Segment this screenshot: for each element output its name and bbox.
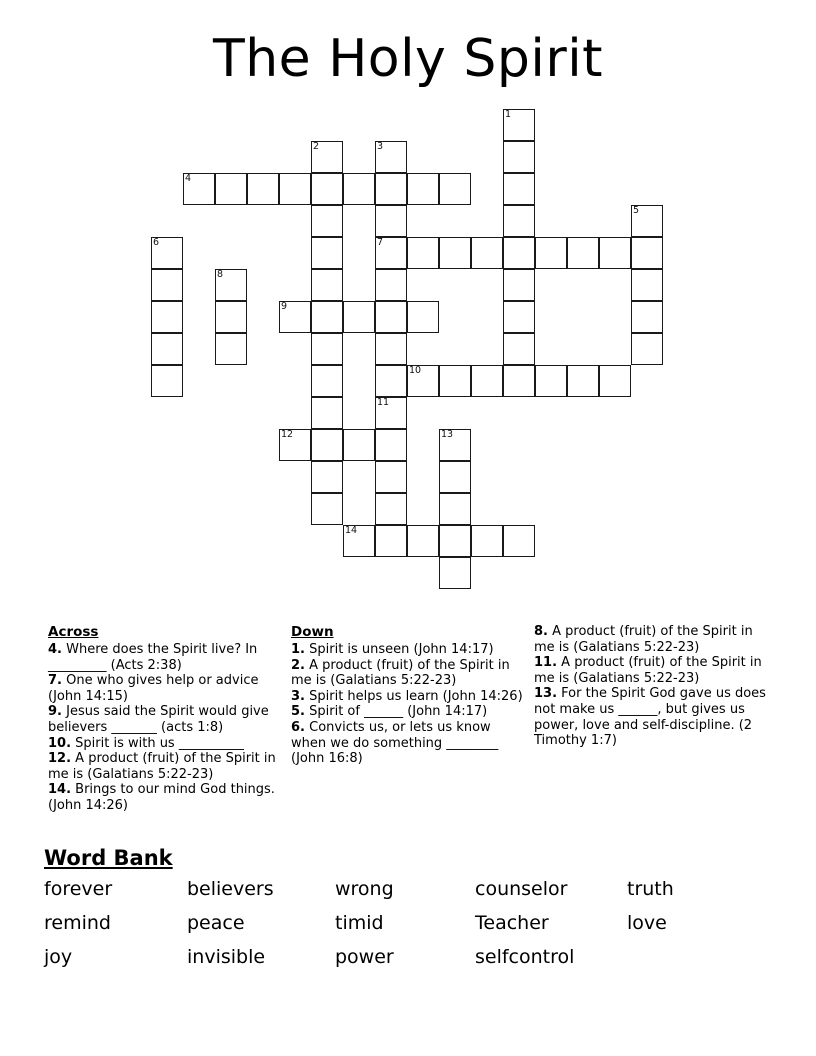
clue-number: 8. (534, 624, 548, 639)
cell-number: 7 (377, 237, 384, 248)
crossword-cell[interactable] (311, 493, 343, 525)
crossword-cell[interactable] (503, 301, 535, 333)
word-bank-word[interactable]: love (627, 912, 667, 934)
cell-number: 4 (185, 173, 192, 184)
crossword-cell[interactable] (407, 525, 439, 557)
crossword-cell[interactable] (183, 173, 215, 205)
word-bank-section (44, 845, 784, 972)
crossword-cell[interactable] (599, 237, 631, 269)
crossword-cell[interactable] (279, 301, 311, 333)
crossword-cell[interactable] (279, 173, 311, 205)
cell-number: 13 (441, 429, 454, 440)
crossword-cell[interactable] (439, 525, 471, 557)
crossword-cell[interactable] (343, 173, 375, 205)
word-bank-word[interactable]: peace (187, 912, 245, 934)
crossword-cell[interactable] (375, 173, 407, 205)
cell-number: 11 (377, 397, 390, 408)
crossword-cell[interactable] (311, 269, 343, 301)
clue-number: 9. (48, 704, 62, 720)
crossword-cell[interactable] (151, 269, 183, 301)
cell-number: 5 (633, 205, 640, 216)
word-bank-word[interactable]: joy (44, 946, 73, 968)
down-clue-list (291, 642, 524, 767)
crossword-cell[interactable] (311, 365, 343, 397)
crossword-cell[interactable] (503, 365, 535, 397)
crossword-cell[interactable] (503, 109, 535, 141)
down-clue: 3. Spirit helps us learn (John 14:26) (291, 688, 523, 704)
crossword-cell[interactable] (247, 173, 279, 205)
word-bank-spacer (627, 943, 747, 972)
crossword-cell[interactable] (151, 237, 183, 269)
crossword-cell[interactable] (439, 237, 471, 269)
across-clue: 12. A product (fruit) of the Spirit in me is (Galatians 5:22-23) (48, 751, 276, 782)
word-bank-word[interactable]: power (335, 946, 394, 968)
crossword-cell[interactable] (407, 301, 439, 333)
cell-number: 8 (217, 269, 224, 280)
crossword-cell[interactable] (439, 173, 471, 205)
word-bank-heading: Word Bank (44, 846, 173, 870)
crossword-cell[interactable] (439, 365, 471, 397)
across-clue: 4. Where does the Spirit live? In _________ (Acts 2:38) (48, 642, 258, 673)
clue-number: 11. (534, 655, 558, 671)
cell-number: 6 (153, 237, 160, 248)
clue-number: 5. (291, 704, 305, 720)
crossword-cell[interactable] (503, 173, 535, 205)
crossword-cell[interactable] (407, 237, 439, 269)
clue-number: 13. (534, 686, 558, 702)
across-clue: 7. One who gives help or advice (John 14:15) (48, 673, 259, 704)
crossword-cell[interactable] (503, 333, 535, 365)
word-bank-word[interactable]: invisible (187, 946, 266, 968)
crossword-cell[interactable] (375, 429, 407, 461)
crossword-cell[interactable] (503, 141, 535, 173)
clue-number: 6. (291, 719, 305, 735)
down-clue: 5. Spirit of ______ (John 14:17) (291, 704, 488, 720)
overflow-clue: 13. For the Spirit God gave us does not make us ______, but gives us power, love and self-discipline. (2 Timothy 1:7) (534, 686, 766, 749)
crossword-cell[interactable] (375, 205, 407, 237)
crossword-cell[interactable] (215, 333, 247, 365)
crossword-cell[interactable] (503, 237, 535, 269)
crossword-cell[interactable] (407, 365, 439, 397)
crossword-cell[interactable] (375, 365, 407, 397)
down-clue: 1. Spirit is unseen (John 14:17) (291, 642, 494, 657)
crossword-cell[interactable] (311, 141, 343, 173)
clue-number: 12. (48, 751, 72, 767)
cell-number: 2 (313, 141, 320, 152)
crossword-cell[interactable] (311, 237, 343, 269)
word-bank-word[interactable]: truth (627, 878, 674, 900)
crossword-cell[interactable] (535, 365, 567, 397)
crossword-cell[interactable] (567, 237, 599, 269)
across-clue-list (48, 642, 281, 814)
crossword-cell[interactable] (375, 141, 407, 173)
across-clue: 9. Jesus said the Spirit would give believers _______ (acts 1:8) (48, 704, 269, 735)
clues-section (48, 624, 778, 814)
crossword-cell[interactable] (343, 429, 375, 461)
word-bank-word[interactable]: wrong (335, 878, 394, 900)
cell-number: 10 (409, 365, 422, 376)
cell-number: 9 (281, 301, 288, 312)
down-clue: 2. A product (fruit) of the Spirit in me is (Galatians 5:22-23) (291, 657, 510, 689)
crossword-cell[interactable] (375, 301, 407, 333)
clue-number: 7. (48, 673, 62, 689)
crossword-cell[interactable] (375, 333, 407, 365)
across-heading: Across (48, 624, 99, 640)
across-clue: 10. Spirit is with us __________ (48, 735, 244, 751)
clue-number: 3. (291, 688, 305, 704)
crossword-cell[interactable] (215, 301, 247, 333)
crossword-cell[interactable] (375, 397, 407, 429)
crossword-cell[interactable] (567, 365, 599, 397)
word-bank-word[interactable]: selfcontrol (475, 946, 575, 968)
crossword-cell[interactable] (343, 525, 375, 557)
clues-overflow-column (534, 624, 778, 749)
crossword-cell[interactable] (503, 269, 535, 301)
crossword-cell[interactable] (407, 173, 439, 205)
crossword-cell[interactable] (471, 237, 503, 269)
clue-number: 10. (48, 735, 72, 751)
cell-number: 12 (281, 429, 294, 440)
crossword-cell[interactable] (311, 333, 343, 365)
crossword-cell[interactable] (375, 237, 407, 269)
crossword-cell[interactable] (631, 269, 663, 301)
word-bank-word[interactable]: remind (44, 912, 111, 934)
crossword-cell[interactable] (311, 205, 343, 237)
clue-number: 1. (291, 642, 305, 657)
crossword-cell[interactable] (439, 493, 471, 525)
word-bank-list (44, 875, 784, 972)
crossword-cell[interactable] (343, 301, 375, 333)
clue-number: 14. (48, 782, 72, 798)
crossword-cell[interactable] (151, 365, 183, 397)
crossword-cell[interactable] (311, 173, 343, 205)
crossword-cell[interactable] (311, 429, 343, 461)
across-clue: 14. Brings to our mind God things. (John 14:26) (48, 782, 275, 813)
crossword-cell[interactable] (311, 397, 343, 429)
down-heading: Down (291, 624, 334, 640)
word-bank-word[interactable]: forever (44, 878, 113, 900)
cell-number: 1 (505, 109, 512, 120)
crossword-cell[interactable] (311, 461, 343, 493)
crossword-cell[interactable] (535, 237, 567, 269)
crossword-cell[interactable] (631, 237, 663, 269)
crossword-cell[interactable] (471, 365, 503, 397)
crossword-cell[interactable] (631, 301, 663, 333)
clues-across-column (48, 624, 291, 814)
crossword-cell[interactable] (375, 493, 407, 525)
crossword-cell[interactable] (439, 461, 471, 493)
overflow-clue-list (534, 624, 768, 749)
crossword-cell[interactable] (279, 429, 311, 461)
down-clue: 6. Convicts us, or lets us know when we do something ________ (John 16:8) (291, 719, 499, 767)
crossword-cell[interactable] (439, 429, 471, 461)
crossword-cell[interactable] (215, 269, 247, 301)
word-bank-word[interactable]: counselor (475, 878, 568, 900)
crossword-cell[interactable] (311, 301, 343, 333)
crossword-cell[interactable] (151, 301, 183, 333)
crossword-cell[interactable] (215, 173, 247, 205)
crossword-cell[interactable] (503, 205, 535, 237)
crossword-cell[interactable] (375, 269, 407, 301)
crossword-cell[interactable] (631, 205, 663, 237)
overflow-clue: 8. A product (fruit) of the Spirit in me is (Galatians 5:22-23) (534, 624, 753, 655)
crossword-cell[interactable] (375, 525, 407, 557)
word-bank-word[interactable]: timid (335, 912, 384, 934)
crossword-cell[interactable] (599, 365, 631, 397)
crossword-cell[interactable] (503, 525, 535, 557)
crossword-cell[interactable] (151, 333, 183, 365)
overflow-clue: 11. A product (fruit) of the Spirit in me is (Galatians 5:22-23) (534, 655, 762, 686)
crossword-cell[interactable] (375, 461, 407, 493)
crossword-cell[interactable] (439, 557, 471, 589)
word-bank-word[interactable]: believers (187, 878, 274, 900)
cell-number: 3 (377, 141, 384, 152)
cell-number: 14 (345, 525, 358, 536)
crossword-cell[interactable] (631, 333, 663, 365)
clue-number: 4. (48, 642, 62, 657)
word-bank-word[interactable]: Teacher (475, 912, 549, 934)
crossword-cell[interactable] (471, 525, 503, 557)
clues-down-column (291, 624, 534, 767)
clue-number: 2. (291, 657, 305, 673)
page-title: The Holy Spirit (212, 29, 604, 89)
